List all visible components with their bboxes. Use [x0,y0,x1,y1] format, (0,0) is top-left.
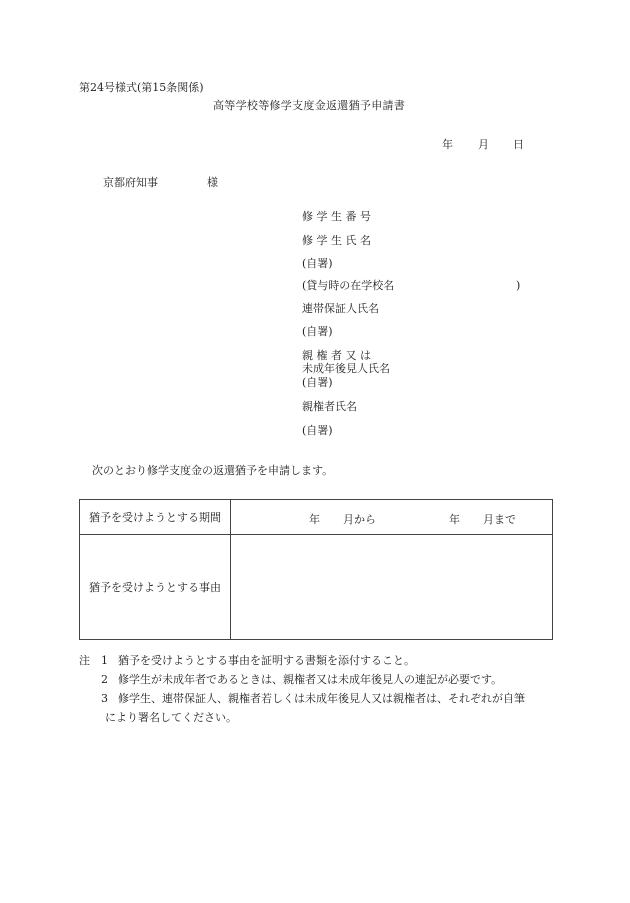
table-row [80,535,553,640]
period-value-cell[interactable] [231,500,553,535]
school-name-label: (貸与時の在学校名 [302,279,395,292]
parent-name-label: 親権者氏名 [302,400,357,413]
guardian-label-line1: 親 権 者 又 は [302,349,371,362]
guarantor-name-label: 連帯保証人氏名 [302,302,379,315]
note-number: 1 [101,654,108,667]
form-number: 第24号様式(第15条関係) [79,81,204,94]
table-row [80,500,553,535]
note-number: 2 [101,673,108,686]
document-title: 高等学校等修学支度金返還猶予申請書 [213,99,406,112]
reason-value-cell[interactable] [231,535,553,640]
period-to-month: 月まで [483,513,516,526]
note-text: 修学生、連帯保証人、親権者若しくは未成年後見人又は親権者は、それぞれが自筆 [118,692,525,705]
note-text: 猶予を受けようとする事由を証明する書類を添付すること。 [118,654,415,667]
guarantor-signature-label: (自署) [302,325,333,338]
note-continuation-text: により署名してください。 [105,711,237,724]
request-statement: 次のとおり修学支度金の返還猶予を申請します。 [92,464,334,477]
date-day-label: 日 [513,138,524,151]
addressee-honorific: 様 [207,176,218,189]
student-number-label: 修 学 生 番 号 [302,210,371,223]
period-from-month: 月から [343,513,376,526]
guardian-label-line2: 未成年後見人氏名 [302,362,390,375]
deferral-table [79,499,553,640]
student-name-label: 修 学 生 氏 名 [302,234,371,247]
school-name-close-paren: ) [516,279,521,292]
note-mark: 注 [79,654,90,667]
note-number: 3 [101,692,108,705]
date-month-label: 月 [478,138,489,151]
parent-signature-label: (自署) [302,424,333,437]
date-year-label: 年 [442,138,453,151]
period-label: 猶予を受けようとする期間 [80,500,231,535]
note-text: 修学生が未成年者であるときは、親権者又は未成年後見人の連記が必要です。 [118,673,503,686]
guardian-signature-label: (自署) [302,376,333,389]
reason-label: 猶予を受けようとする事由 [80,535,231,640]
period-from-year: 年 [309,513,320,526]
student-signature-label: (自署) [302,257,333,270]
addressee-name: 京都府知事 [103,176,158,189]
period-to-year: 年 [449,513,460,526]
